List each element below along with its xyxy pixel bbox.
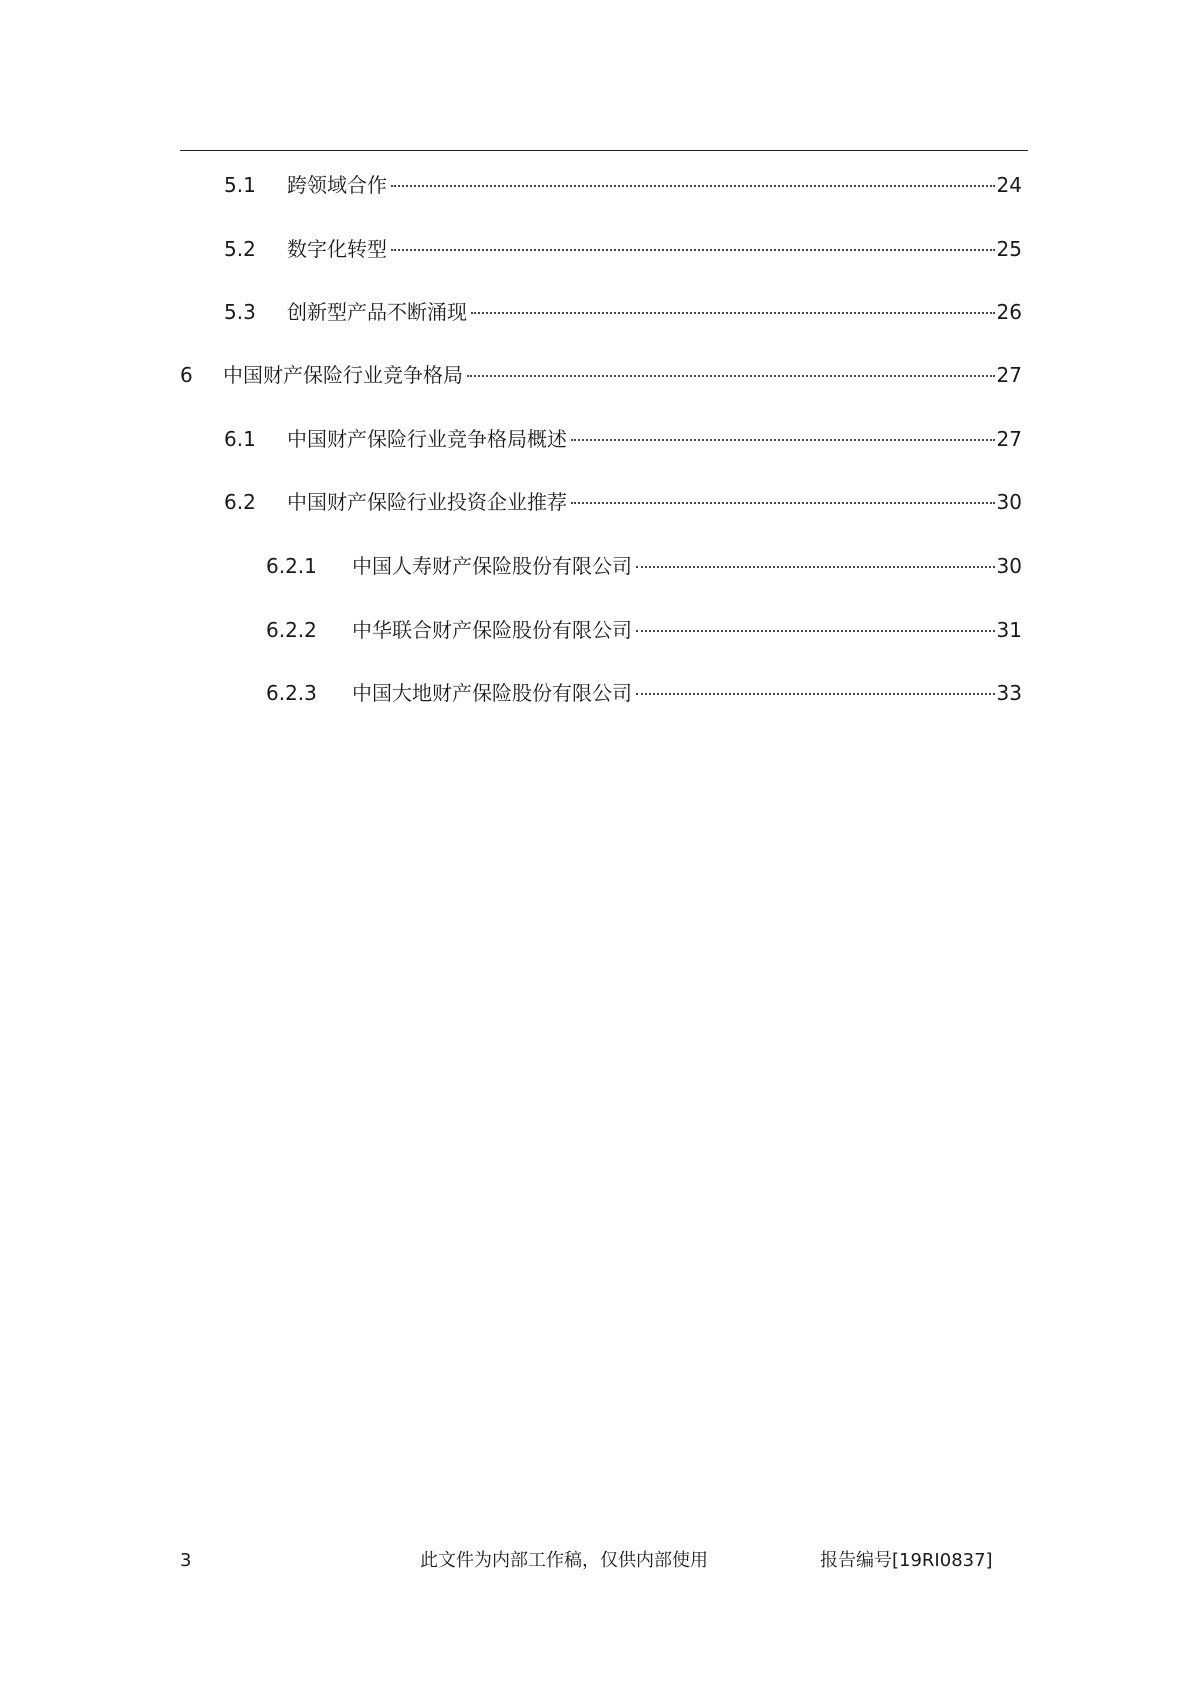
toc-page-number: 30 — [996, 490, 1022, 514]
toc-entry-6-2-1[interactable] — [180, 551, 1022, 581]
toc-page-number: 31 — [996, 618, 1022, 642]
toc-page-number: 24 — [996, 173, 1022, 197]
toc-title: 跨领域合作 — [287, 173, 387, 197]
toc-number: 6.2.1 — [266, 554, 317, 578]
footer-report-number: 报告编号[19RI0837] — [820, 1550, 993, 1571]
dot-leader — [471, 312, 995, 314]
toc-entry-6-1[interactable] — [180, 424, 1022, 454]
toc-page-number: 33 — [996, 681, 1022, 705]
toc-title: 中华联合财产保险股份有限公司 — [352, 618, 632, 642]
toc-number: 6.1 — [224, 427, 256, 451]
toc-entry-6-2-2[interactable] — [180, 615, 1022, 645]
dot-leader — [571, 502, 995, 504]
toc-number: 6.2.2 — [266, 618, 317, 642]
toc-number: 5.1 — [224, 173, 256, 197]
toc-page-number: 30 — [996, 554, 1022, 578]
footer-confidentiality-notice: 此文件为内部工作稿，仅供内部使用 — [420, 1550, 708, 1571]
toc-page-number: 25 — [996, 237, 1022, 261]
toc-number: 5.2 — [224, 237, 256, 261]
toc-title: 中国财产保险行业竞争格局 — [223, 363, 463, 387]
dot-leader — [391, 185, 995, 187]
page-footer — [180, 1546, 1000, 1576]
toc-title: 中国财产保险行业竞争格局概述 — [287, 427, 567, 451]
dot-leader — [636, 630, 995, 632]
dot-leader — [636, 566, 995, 568]
header-rule — [180, 150, 1028, 151]
toc-number: 6 — [180, 363, 193, 387]
toc-page-number: 27 — [996, 427, 1022, 451]
toc-entry-5-3[interactable] — [180, 297, 1022, 327]
toc-title: 中国财产保险行业投资企业推荐 — [287, 490, 567, 514]
toc-entry-5-2[interactable] — [180, 234, 1022, 264]
toc-number: 6.2.3 — [266, 681, 317, 705]
toc-entry-6-2-3[interactable] — [180, 678, 1022, 708]
toc-page-number: 27 — [996, 363, 1022, 387]
dot-leader — [391, 249, 995, 251]
dot-leader — [467, 375, 995, 377]
toc-title: 数字化转型 — [287, 237, 387, 261]
toc-entry-6[interactable] — [180, 360, 1022, 390]
toc-number: 5.3 — [224, 300, 256, 324]
toc-entry-5-1[interactable] — [180, 170, 1022, 200]
footer-page-number: 3 — [180, 1550, 192, 1571]
toc-title: 中国大地财产保险股份有限公司 — [352, 681, 632, 705]
toc-entry-6-2[interactable] — [180, 487, 1022, 517]
toc-title: 中国人寿财产保险股份有限公司 — [352, 554, 632, 578]
toc-title: 创新型产品不断涌现 — [287, 300, 467, 324]
dot-leader — [636, 693, 995, 695]
dot-leader — [571, 439, 995, 441]
toc-page-number: 26 — [996, 300, 1022, 324]
toc-number: 6.2 — [224, 490, 256, 514]
